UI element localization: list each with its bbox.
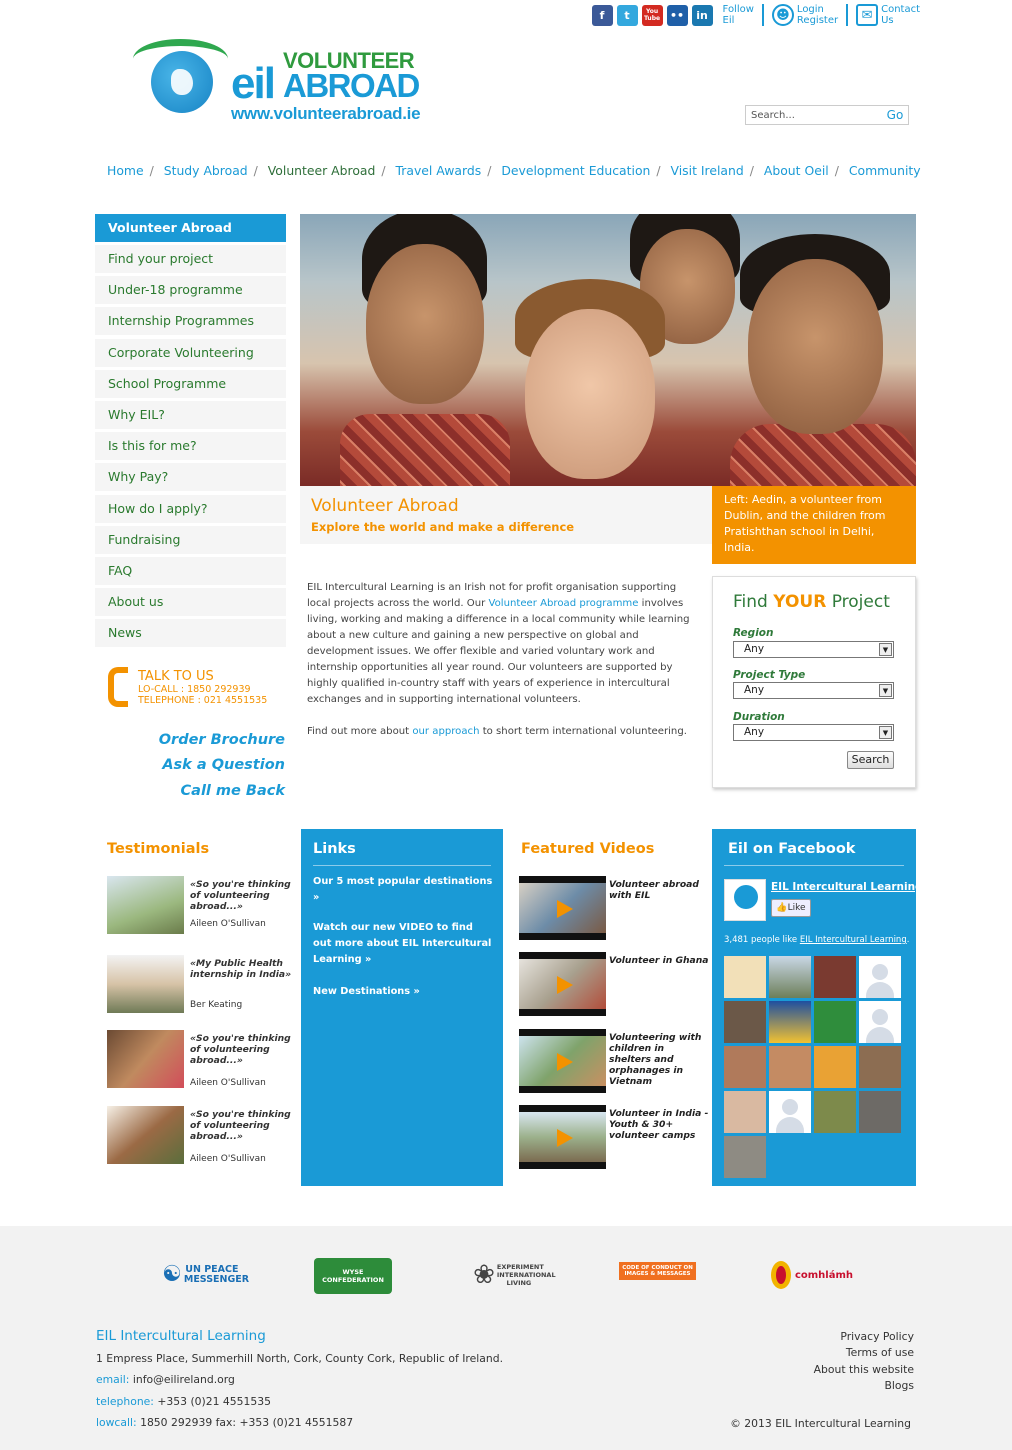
hero-face — [525, 309, 655, 479]
experiment-international-living-logo[interactable] — [467, 1250, 556, 1300]
copyright: © 2013 EIL Intercultural Learning — [730, 1417, 911, 1430]
logo-url: www.volunteerabroad.ie — [231, 104, 421, 123]
wyse-confederation-logo[interactable] — [314, 1258, 392, 1294]
fan-avatar[interactable] — [769, 1001, 811, 1043]
intro-text — [307, 580, 697, 756]
footer-lowcall — [96, 1416, 353, 1429]
divider — [313, 865, 491, 866]
nav-community[interactable]: Community — [848, 163, 921, 178]
region-label: Region — [733, 627, 774, 639]
text: . — [906, 935, 910, 945]
testimonial-author: Aileen O'Sullivan — [190, 1078, 266, 1088]
nav-home[interactable]: Home — [107, 163, 144, 178]
nav-development-education[interactable]: Development Education — [501, 163, 651, 178]
divider — [724, 865, 904, 866]
sidebar-item-find-project[interactable]: Find your project — [95, 245, 286, 273]
find-project-widget — [712, 576, 916, 788]
fan-avatar[interactable] — [814, 1091, 856, 1133]
video-thumbnail — [519, 876, 606, 940]
sidebar-item-under-18[interactable]: Under-18 programme — [95, 276, 286, 304]
phone-icon — [108, 667, 128, 707]
call-me-back-link[interactable]: Call me Back — [180, 783, 285, 799]
testimonial-quote: «So you're thinking of volunteering abroad...» — [190, 1033, 291, 1066]
fan-avatar[interactable] — [769, 1046, 811, 1088]
sidebar-item-why-pay[interactable]: Why Pay? — [95, 463, 286, 491]
volunteer-programme-link[interactable]: Volunteer Abroad programme — [488, 598, 639, 609]
video-title: Volunteer in India - Youth & 30+ volunteer camps — [609, 1108, 709, 1141]
testimonial-author: Aileen O'Sullivan — [190, 1154, 266, 1164]
sidebar-item-corporate[interactable]: Corporate Volunteering — [95, 339, 286, 367]
footer-org-name: EIL Intercultural Learning — [96, 1328, 266, 1344]
links-title: Links — [313, 841, 356, 857]
sidebar-item-about-us[interactable]: About us — [95, 588, 286, 616]
eil-emblem-icon: ❀ — [473, 1260, 495, 1290]
telephone-key: telephone: — [96, 1395, 154, 1408]
our-approach-link[interactable]: our approach — [412, 726, 480, 737]
hero-face — [748, 259, 883, 434]
fan-avatar[interactable] — [724, 1091, 766, 1133]
testimonials-title: Testimonials — [107, 841, 210, 857]
nav-separator: / — [253, 163, 258, 178]
hero-shirt — [340, 414, 510, 486]
login-labels — [797, 4, 838, 26]
project-type-value: Any — [744, 684, 765, 696]
terms-of-use-link[interactable]: Terms of use — [845, 1346, 914, 1360]
partner-label: EXPERIMENT INTERNATIONAL LIVING — [496, 1263, 556, 1287]
un-peace-messenger-logo[interactable] — [160, 1250, 250, 1300]
sidebar-item-faq[interactable]: FAQ — [95, 557, 286, 585]
twitter-icon[interactable]: t — [617, 5, 638, 26]
nav-volunteer-abroad[interactable]: Volunteer Abroad — [267, 163, 376, 178]
un-emblem-icon: ☯ — [162, 1262, 182, 1287]
text: Find — [733, 592, 774, 612]
new-destinations-link[interactable]: New Destinations » — [313, 986, 420, 997]
fan-avatar[interactable] — [859, 1091, 901, 1133]
photo-caption: Left: Aedin, a volunteer from Dublin, and the children from Pratishthan school in Delhi, India. — [712, 486, 916, 564]
contact-labels — [881, 4, 920, 26]
fan-avatar[interactable] — [769, 1091, 811, 1133]
flickr-icon[interactable]: •• — [667, 5, 688, 26]
region-value: Any — [744, 643, 765, 655]
sidebar-item-why-eil[interactable]: Why EIL? — [95, 401, 286, 429]
talk-title: TALK TO US — [138, 669, 214, 684]
nav-study-abroad[interactable]: Study Abroad — [163, 163, 248, 178]
testimonial-photo — [107, 876, 184, 934]
text: EIL Intercultural Learning is an Irish not for profit organisation supporting local projects across the world. Our — [307, 582, 677, 609]
partner-label: WYSE CONFEDERATION — [322, 1268, 384, 1284]
video-thumbnail — [519, 952, 606, 1016]
footer-address: 1 Empress Place, Summerhill North, Cork, County Cork, Republic of Ireland. — [96, 1352, 504, 1365]
sidebar-item-is-this-for-me[interactable]: Is this for me? — [95, 432, 286, 460]
facebook-page-link[interactable]: EIL Intercultural Learning — [799, 935, 907, 945]
nav-separator: / — [749, 163, 754, 178]
sidebar-item-fundraising[interactable]: Fundraising — [95, 526, 286, 554]
nav-separator: / — [487, 163, 492, 178]
fan-avatar[interactable] — [814, 1001, 856, 1043]
hero-caption — [300, 486, 712, 544]
facebook-like-count — [724, 935, 909, 945]
comhlamh-logo[interactable] — [771, 1250, 853, 1300]
testimonial-item[interactable] — [107, 1030, 297, 1090]
video-title: Volunteer in Ghana — [609, 955, 709, 966]
nav-about-oeil[interactable]: About Oeil — [763, 163, 829, 178]
blogs-link[interactable]: Blogs — [884, 1378, 914, 1392]
chevron-down-icon: ▼ — [879, 643, 892, 656]
fan-avatar[interactable] — [724, 1001, 766, 1043]
project-type-label: Project Type — [733, 669, 806, 681]
find-title — [733, 592, 890, 612]
partner-label: UN PEACE MESSENGER — [183, 1264, 250, 1285]
ask-question-link[interactable]: Ask a Question — [162, 757, 285, 773]
logo-abroad: ABROAD — [283, 67, 419, 104]
talk-telephone: TELEPHONE : 021 4551535 — [138, 695, 268, 706]
partner-label: comhlámh — [794, 1269, 853, 1281]
testimonial-item[interactable] — [107, 876, 297, 936]
testimonial-item[interactable] — [107, 1106, 297, 1166]
facebook-icon[interactable]: f — [592, 5, 613, 26]
play-icon — [557, 976, 573, 994]
approach-paragraph — [307, 724, 697, 740]
search-box — [745, 105, 909, 125]
fan-avatar[interactable] — [724, 1136, 766, 1178]
contact-label: Contact — [881, 4, 920, 15]
hero-image — [300, 214, 916, 486]
testimonial-item[interactable] — [107, 955, 297, 1015]
testimonials-panel — [95, 829, 302, 1186]
duration-select[interactable] — [733, 724, 894, 741]
eil-logo-icon[interactable] — [724, 879, 766, 921]
fan-avatar[interactable] — [859, 956, 901, 998]
email-key: email: — [96, 1373, 130, 1386]
hero-subtitle: Explore the world and make a difference — [311, 520, 575, 534]
testimonial-photo — [107, 1030, 184, 1088]
video-thumbnail — [519, 1105, 606, 1169]
featured-videos-panel — [504, 829, 711, 1186]
videos-title: Featured Videos — [521, 841, 655, 857]
fan-avatar[interactable] — [724, 956, 766, 998]
play-icon — [557, 1129, 573, 1147]
top-bar — [592, 4, 920, 26]
popular-destinations-link[interactable]: Our 5 most popular destinations » — [313, 876, 493, 903]
testimonial-author: Ber Keating — [190, 1000, 243, 1010]
sidebar-item-internship[interactable]: Internship Programmes — [95, 307, 286, 335]
links-panel — [301, 829, 503, 1186]
text: involves living, working and making a difference in a local community while learning about a new culture and gaining a new perspective on global and development issues. We offer flexible and varied voluntary work and internship opportunities all year round. Our volunteers are supported by highly qualified in-country staff with years of experience in intercultural exchanges and in supporting international volunteers. — [307, 598, 690, 705]
linkedin-icon[interactable]: in — [692, 5, 713, 26]
code-of-conduct-logo[interactable] — [619, 1262, 696, 1280]
facebook-page — [724, 879, 923, 921]
testimonial-photo — [107, 1106, 184, 1164]
footer-telephone — [96, 1395, 271, 1408]
fan-faces — [724, 956, 901, 1178]
nav-visit-ireland[interactable]: Visit Ireland — [670, 163, 744, 178]
fan-avatar[interactable] — [859, 1001, 901, 1043]
fan-avatar[interactable] — [724, 1046, 766, 1088]
find-search-button[interactable]: Search — [847, 751, 894, 769]
play-icon — [557, 900, 573, 918]
nav-separator: / — [834, 163, 839, 178]
nav-travel-awards[interactable]: Travel Awards — [395, 163, 482, 178]
testimonial-photo — [107, 955, 184, 1013]
telephone-value: +353 (0)21 4551535 — [153, 1395, 272, 1408]
duration-label: Duration — [733, 711, 785, 723]
login-register-link[interactable] — [772, 4, 838, 26]
site-logo[interactable] — [133, 37, 423, 123]
privacy-policy-link[interactable]: Privacy Policy — [840, 1330, 914, 1343]
testimonial-quote: «So you're thinking of volunteering abroad...» — [190, 1109, 291, 1142]
follow-label-1: Follow — [722, 4, 754, 15]
play-icon — [557, 1053, 573, 1071]
video-title: Volunteer abroad with EIL — [609, 879, 699, 901]
hero-title: Volunteer Abroad — [311, 496, 459, 516]
watch-video-link[interactable]: Watch our new VIDEO to find out more about EIL Intercultural Learning » — [313, 922, 492, 965]
search-go-button[interactable]: Go — [886, 108, 904, 122]
follow-label-2: Eil — [722, 15, 735, 26]
text: YOUR — [773, 592, 827, 612]
intro-paragraph — [307, 580, 697, 708]
youtube-icon[interactable]: You Tube — [642, 5, 663, 26]
divider — [762, 4, 764, 26]
hero-face — [366, 244, 484, 404]
video-title: Volunteering with children in shelters and orphanages in Vietnam — [609, 1032, 702, 1087]
sidebar-item-news[interactable]: News — [95, 619, 286, 647]
logo-volunteer: VOLUNTEER — [283, 48, 415, 73]
sidebar-title[interactable]: Volunteer Abroad — [95, 214, 286, 242]
email-link[interactable]: info@eilireland.org — [129, 1373, 235, 1386]
text: Project — [826, 592, 890, 612]
lowcall-value: 1850 292939 fax: +353 (0)21 4551587 — [136, 1416, 354, 1429]
fan-avatar[interactable] — [814, 956, 856, 998]
comhlamh-emblem-icon — [771, 1261, 791, 1289]
partner-label: CODE OF CONDUCT ON IMAGES & MESSAGES — [622, 1265, 693, 1277]
like-button[interactable]: 👍Like — [771, 899, 811, 917]
testimonial-quote: «My Public Health internship in India» — [190, 958, 292, 980]
order-brochure-link[interactable]: Order Brochure — [158, 732, 285, 748]
nav-separator: / — [381, 163, 386, 178]
footer-email — [96, 1373, 235, 1386]
follow-link[interactable] — [723, 4, 754, 26]
lowcall-key: lowcall: — [96, 1416, 137, 1429]
duration-value: Any — [744, 726, 765, 738]
region-select[interactable] — [733, 641, 894, 658]
testimonial-author: Aileen O'Sullivan — [190, 919, 266, 929]
facebook-panel — [712, 829, 923, 1186]
nav-separator: / — [149, 163, 154, 178]
user-icon: ☻ — [772, 4, 794, 26]
globe-icon — [151, 51, 213, 113]
contact-link[interactable] — [856, 4, 920, 26]
fan-avatar[interactable] — [769, 956, 811, 998]
text: Find out more about — [307, 726, 413, 737]
logo-eil: eil — [231, 59, 274, 108]
chevron-down-icon: ▼ — [879, 726, 892, 739]
video-thumbnail — [519, 1029, 606, 1093]
project-type-select[interactable] — [733, 682, 894, 699]
search-input[interactable] — [746, 110, 882, 121]
main-nav — [107, 163, 921, 178]
talk-locall: LO-CALL : 1850 292939 — [138, 684, 251, 695]
sidebar-item-how-apply[interactable]: How do I apply? — [95, 495, 286, 523]
register-label: Register — [796, 15, 839, 26]
chevron-down-icon: ▼ — [879, 684, 892, 697]
fan-avatar[interactable] — [859, 1046, 901, 1088]
facebook-page-name[interactable]: EIL Intercultural Learning — [771, 881, 923, 893]
about-website-link[interactable]: About this website — [813, 1362, 914, 1376]
sidebar — [95, 214, 286, 650]
footer-links — [814, 1329, 914, 1394]
sidebar-item-school[interactable]: School Programme — [95, 370, 286, 398]
text: to short term international volunteering. — [479, 726, 687, 737]
testimonial-quote: «So you're thinking of volunteering abroad...» — [190, 879, 291, 912]
nav-separator: / — [656, 163, 661, 178]
facebook-title: Eil on Facebook — [728, 841, 856, 857]
fan-avatar[interactable] — [814, 1046, 856, 1088]
envelope-icon: ✉ — [856, 4, 878, 26]
text: 3,481 people like — [724, 935, 800, 945]
us-label: Us — [881, 15, 894, 26]
login-label: Login — [796, 4, 824, 15]
like-label: Like — [787, 903, 806, 913]
divider — [846, 4, 848, 26]
